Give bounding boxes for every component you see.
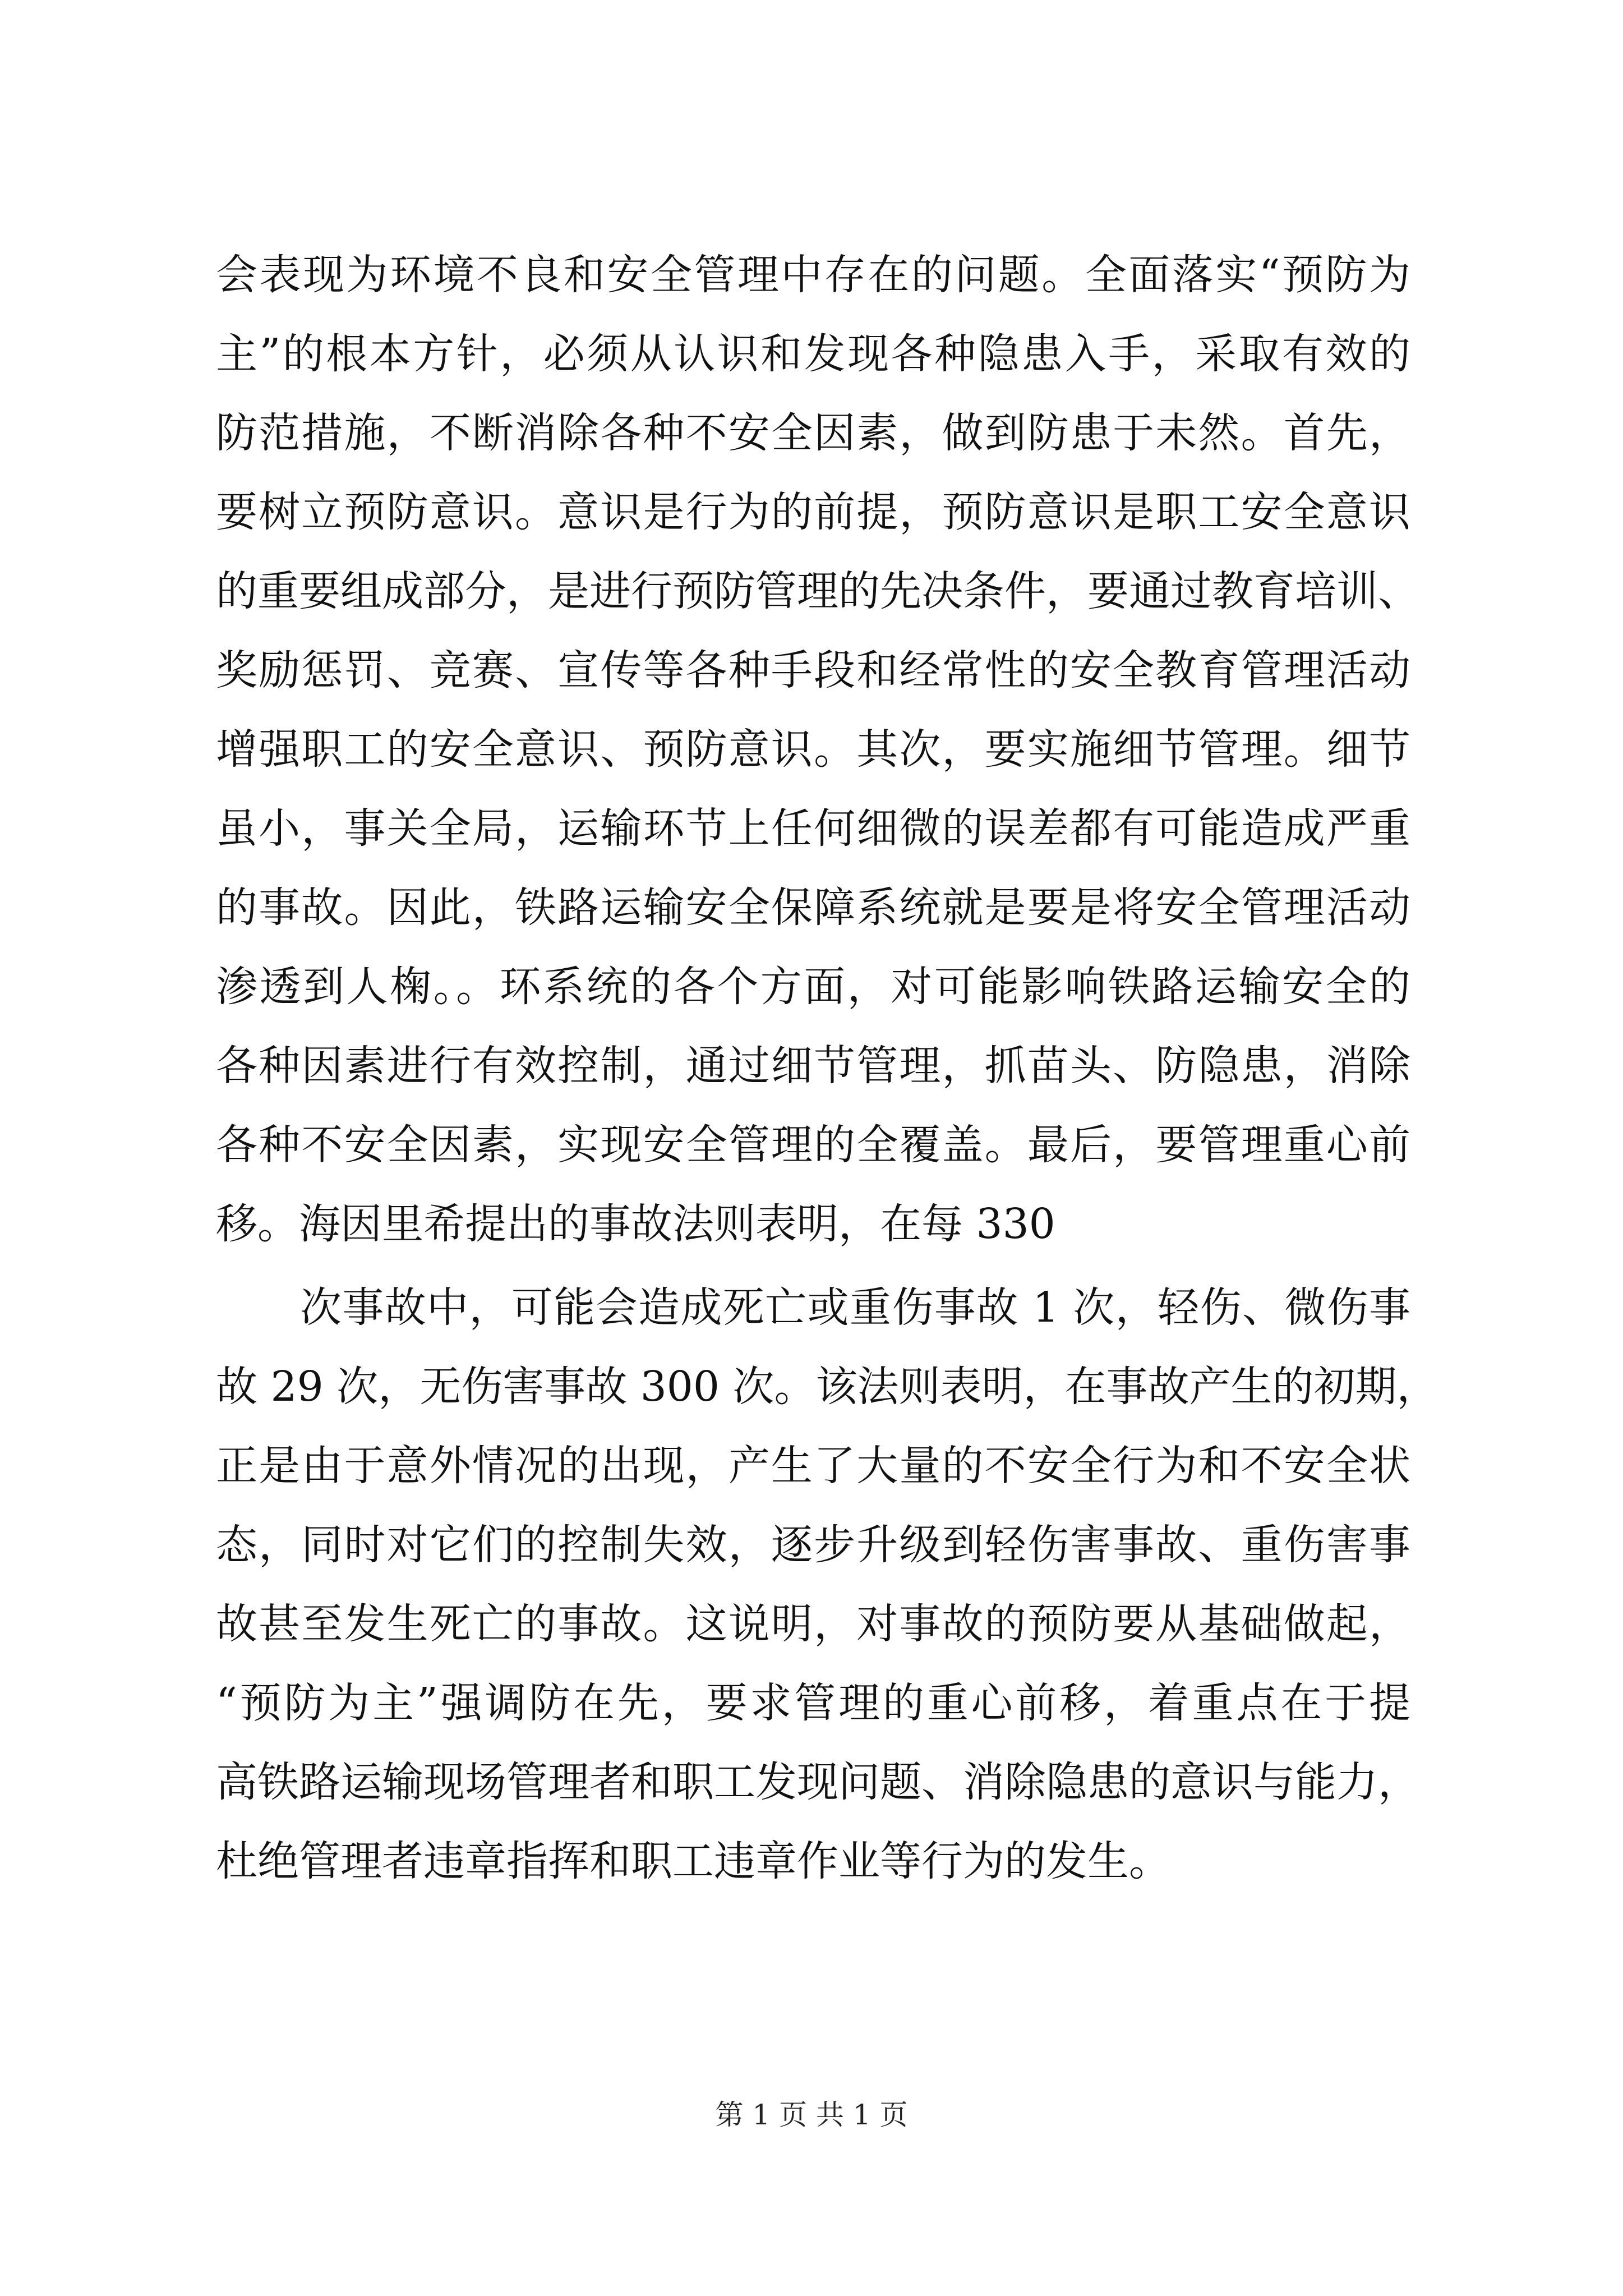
text-line: 虽小，事关全局，运输环节上任何细微的误差都有可能造成严重 [216, 804, 1410, 853]
paragraph-2 [216, 1268, 1438, 1901]
text-line: 的重要组成部分，是进行预防管理的先决条件，要通过教育培训、 [216, 567, 1419, 615]
text-line: 防范措施，不断消除各种不安全因素，做到防患于未然。首先， [216, 409, 1410, 457]
text-line: 故 29 次，无伤害事故 300 次。该法则表明，在事故产生的初期， [216, 1363, 1438, 1411]
text-line: 杜绝管理者违章指挥和职工违章作业等行为的发生。 [216, 1837, 1170, 1885]
text-line: 会表现为环境不良和安全管理中存在的问题。全面落实“预防为 [216, 251, 1410, 299]
text-line: 渗透到人椈。。环系统的各个方面，对可能影响铁路运输安全的 [216, 963, 1410, 1011]
text-line: 各种不安全因素，实现安全管理的全覆盖。最后，要管理重心前 [216, 1121, 1410, 1169]
text-line: 故甚至发生死亡的事故。这说明，对事故的预防要从基础做起， [216, 1600, 1410, 1648]
text-line: 高铁路运输现场管理者和职工发现问题、消除隐患的意识与能力， [216, 1758, 1419, 1806]
paragraph-1 [216, 236, 1419, 1264]
text-line: 各种因素进行有效控制，通过细节管理，抓苗头、防隐患，消除 [216, 1042, 1410, 1090]
text-line: 次事故中，可能会造成死亡或重伤事故 1 次，轻伤、微伤事 [300, 1283, 1410, 1332]
text-line: 的事故。因此，铁路运输安全保障系统就是要是将安全管理活动 [216, 884, 1410, 932]
text-line: 移。海因里希提出的事故法则表明，在每 330 [216, 1200, 1055, 1248]
text-line: 主”的根本方针，必须从认识和发现各种隐患入手，采取有效的 [216, 330, 1410, 378]
text-line: 奖励惩罚、竞赛、宣传等各种手段和经常性的安全教育管理活动 [216, 646, 1410, 694]
text-line: 要树立预防意识。意识是行为的前提，预防意识是职工安全意识 [216, 488, 1410, 536]
text-line: 增强职工的安全意识、预防意识。其次，要实施细节管理。细节 [216, 725, 1410, 774]
text-line: 正是由于意外情况的出现，产生了大量的不安全行为和不安全状 [216, 1442, 1410, 1490]
text-line: 态，同时对它们的控制失效，逐步升级到轻伤害事故、重伤害事 [216, 1521, 1410, 1569]
page-number: 第 1 页 共 1 页 [715, 2099, 908, 2131]
document-body [216, 236, 1438, 1901]
text-line: “预防为主”强调防在先，要求管理的重心前移，着重点在于提 [216, 1679, 1410, 1727]
